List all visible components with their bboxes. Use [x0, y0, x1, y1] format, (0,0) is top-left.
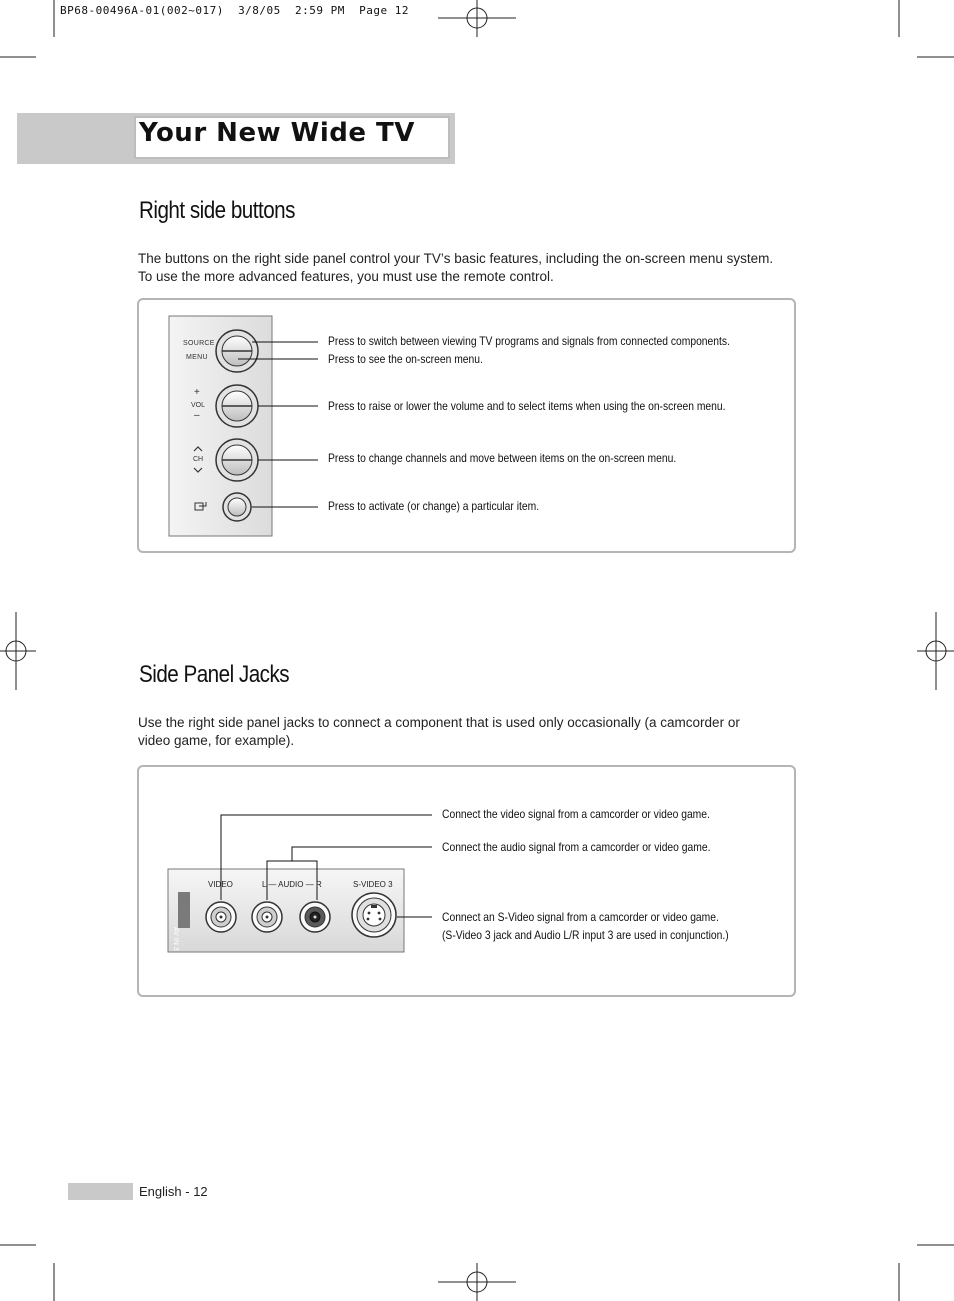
- caption-volume: Press to raise or lower the volume and to select items when using the on-screen menu.: [328, 399, 726, 413]
- caption-enter: Press to activate (or change) a particular item.: [328, 499, 540, 513]
- volume-minus-label: –: [194, 410, 200, 421]
- page-title: Your New Wide TV: [139, 118, 415, 148]
- right-side-buttons-heading: Right side buttons: [139, 197, 295, 224]
- side-jacks-intro-line2: video game, for example).: [138, 733, 295, 748]
- audio-left-jack: [252, 902, 282, 932]
- right-side-intro-line1: The buttons on the right side panel control your TV’s basic features, including the on-screen menu system.: [138, 251, 774, 266]
- caption-menu: Press to see the on-screen menu.: [328, 352, 483, 366]
- s-video-jack: [352, 893, 396, 937]
- caption-s-video-jack: Connect an S-Video signal from a camcorder or video game.: [442, 910, 719, 924]
- caption-channel: Press to change channels and move between items on the on-screen menu.: [328, 451, 677, 465]
- right-side-intro-line2: To use the more advanced features, you must use the remote control.: [138, 269, 554, 284]
- caption-s-video-note: (S-Video 3 jack and Audio L/R input 3 are used in conjunction.): [442, 928, 729, 942]
- menu-label: MENU: [186, 354, 208, 361]
- volume-label: VOL: [191, 402, 206, 409]
- caption-video-jack: Connect the video signal from a camcorder or video game.: [442, 807, 710, 821]
- video-jack: [206, 902, 236, 932]
- caption-source: Press to switch between viewing TV programs and signals from connected components.: [328, 334, 730, 348]
- footer-bar: [68, 1183, 133, 1200]
- audio-jack-label: L — AUDIO — R: [262, 880, 322, 889]
- source-label: SOURCE: [183, 340, 215, 347]
- page-number: English - 12: [139, 1184, 208, 1199]
- volume-plus-label: +: [194, 387, 200, 398]
- av-in-3-label: AV IN 3: [172, 927, 179, 951]
- video-jack-label: VIDEO: [208, 880, 233, 889]
- print-slug: BP68-00496A-01(002~017) 3/8/05 2:59 PM Page 12: [60, 4, 410, 17]
- audio-right-jack: [300, 902, 330, 932]
- channel-label: CH: [193, 456, 204, 463]
- caption-audio-jack: Connect the audio signal from a camcorder or video game.: [442, 840, 711, 854]
- side-panel-jacks-heading: Side Panel Jacks: [139, 661, 290, 688]
- s-video-jack-label: S-VIDEO 3: [353, 880, 393, 889]
- side-jacks-intro-line1: Use the right side panel jacks to connect a component that is used only occasionally (a camcorder or: [138, 715, 740, 730]
